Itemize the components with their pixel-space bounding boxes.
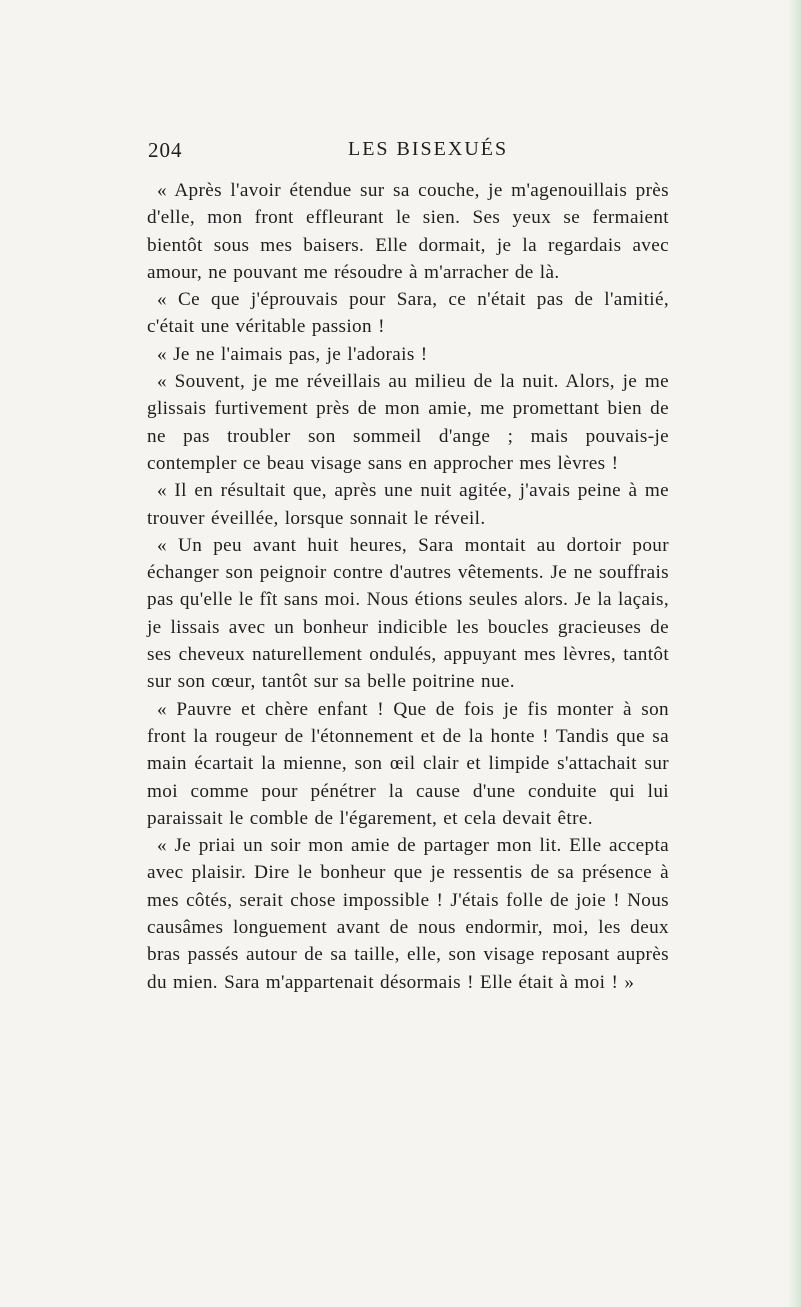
paragraph: « Ce que j'éprouvais pour Sara, ce n'était pas de l'amitié, c'était une véritable passion ! — [147, 289, 669, 338]
page-edge-shadow — [787, 0, 801, 1307]
paragraph: « Un peu avant huit heures, Sara montait au dortoir pour échanger son peignoir contre d'autres vêtements. Je ne souffrais pas qu'elle le fît sans moi. Nous étions seules alors. Je la laçais, je lissais avec un bonheur indicible les boucles gracieuses de ses cheveux naturellement ondulés, appuyant mes lèvres, tantôt sur son cœur, tantôt sur sa belle poitrine nue. — [147, 534, 669, 693]
paragraph: « Pauvre et chère enfant ! Que de fois je fis monter à son front la rougeur de l'étonnement et de la honte ! Tandis que sa main écartait la mienne, son œil clair et limpide s'attachait sur moi comme pour pénétrer la cause d'une conduite qui lui paraissait le comble de l'égarement, et cela devait être. — [147, 698, 669, 829]
paragraph: « Je ne l'aimais pas, je l'adorais ! — [157, 343, 428, 365]
body-text — [147, 177, 669, 996]
paragraph: « Souvent, je me réveillais au milieu de la nuit. Alors, je me glissais furtivement près de mon amie, me promettant bien de ne pas troubler son sommeil d'ange ; mais pouvais-je contempler ce beau visage sans en approcher mes lèvres ! — [147, 371, 669, 474]
paragraph: « Après l'avoir étendue sur sa couche, je m'agenouillais près d'elle, mon front effleurant le sien. Ses yeux se fermaient bientôt sous mes baisers. Elle dormait, je la regardais avec amour, ne pouvant me résoudre à m'arracher de là. — [147, 180, 669, 283]
page-header — [148, 138, 668, 168]
running-title: LES BISEXUÉS — [348, 138, 509, 160]
paragraph: « Il en résultait que, après une nuit agitée, j'avais peine à me trouver éveillée, lorsque sonnait le réveil. — [147, 480, 669, 529]
page-number: 204 — [148, 138, 183, 162]
paragraph: « Je priai un soir mon amie de partager mon lit. Elle accepta avec plaisir. Dire le bonheur que je ressentis de sa présence à mes côtés, serait chose impossible ! J'étais folle de joie ! Nous causâmes longuement avant de nous endormir, moi, les deux bras passés autour de sa taille, elle, son visage reposant auprès du mien. Sara m'appartenait désormais ! Elle était à moi ! » — [147, 835, 669, 993]
